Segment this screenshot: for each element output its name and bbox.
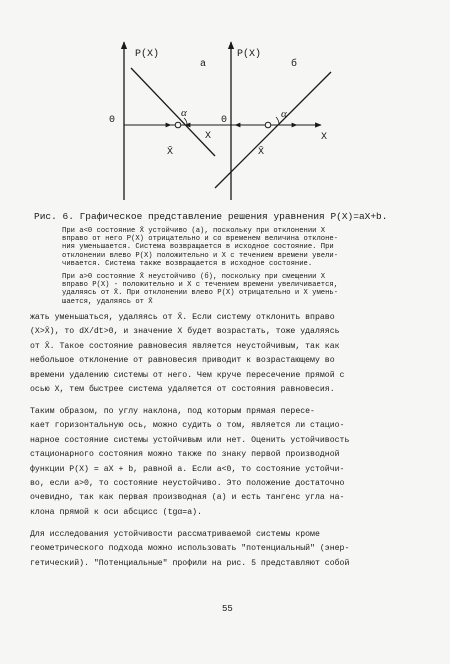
panel-b-line — [215, 72, 331, 188]
figure-stability-graphs — [95, 38, 355, 210]
panel-b-equilibrium-label: X̄ — [258, 147, 265, 158]
note-line: ния уменьшается. Система возвращается в исходное состояние. При — [62, 243, 334, 252]
note-line: При a<0 состояние X̄ устойчиво (a), поскольку при отклонении X — [62, 227, 326, 235]
note-unstable — [62, 273, 338, 306]
text-line: осью X, тем быстрее система удаляется от состояния равновесия. — [30, 385, 335, 395]
panel-a-origin: 0 — [109, 115, 116, 126]
panel-b — [207, 42, 331, 200]
note-line: При a>0 состояние X̄ неустойчиво (б), поскольку при смещении X — [62, 273, 326, 281]
panel-a-xlabel: X — [205, 131, 212, 142]
text-line: функции P(X) = aX + b, равной a. Если a<0, то состояние устойчи- — [30, 464, 345, 474]
panel-b-equilibrium-point — [265, 122, 271, 128]
note-line: чивается. Система также возвращается в исходное состояние. — [62, 259, 313, 268]
text-line: Таким образом, по углу наклона, под которым прямая пересе- — [30, 407, 315, 416]
panel-b-origin: 0 — [221, 115, 228, 126]
panel-a-ylabel: P(X) — [135, 49, 160, 60]
text-line: кает горизонтальную ось, можно судить о том, является ли стацио- — [30, 421, 345, 431]
panel-b-ylabel: P(X) — [237, 49, 262, 60]
panel-b-angle-label: α — [281, 108, 287, 120]
page-number: 55 — [222, 604, 233, 614]
paragraph-3 — [30, 528, 430, 571]
panel-a-line — [131, 68, 215, 156]
panel-b-letter: б — [291, 59, 298, 70]
text-line: небольшое отклонение от равновесия приводит к возрастающему во — [30, 356, 335, 366]
panel-a — [109, 42, 215, 200]
note-stable — [62, 227, 338, 268]
note-line: вправо P(X) - положительно и X с течением времени увеличивается, — [62, 281, 339, 290]
text-line: времени удалению системы от него. Чем круче пересечение прямой с — [30, 370, 345, 380]
panel-a-angle-label: α — [181, 107, 187, 119]
paragraph-1 — [30, 311, 430, 397]
text-line: клона прямой к оси абсцисс (tgα=a). — [30, 507, 202, 517]
text-line: от X̄. Такое состояние равновесия является неустойчивым, так как — [30, 341, 340, 351]
panel-a-equilibrium-label: X̄ — [167, 147, 174, 158]
figure-caption: Рис. 6. Графическое представление решения уравнения P(X)=aX+b. — [34, 211, 388, 222]
note-line: шается, удаляясь от X̄ — [62, 297, 153, 306]
panel-a-letter: а — [200, 59, 207, 70]
text-line: стационарного состояния можно также по знаку первой производной — [30, 450, 340, 460]
note-line: отклонении влево P(X) положительно и X с течением времени увели- — [62, 251, 339, 260]
text-line: во, если a>0, то состояние неустойчиво. Это положение достаточно — [30, 479, 345, 489]
text-line: (X>X̄), то dX/dt>0, и значение X будет возрастать, тоже удаляясь — [30, 327, 340, 337]
panel-a-equilibrium-point — [175, 122, 181, 128]
note-line: вправо от него P(X) отрицательно и со временем величина отклоне- — [62, 235, 339, 244]
text-line: геометрического подхода можно использовать "потенциальный" (энер- — [30, 544, 350, 554]
paragraph-2 — [30, 405, 430, 520]
text-line: Для исследования устойчивости рассматриваемой системы кроме — [30, 530, 320, 539]
panel-b-xlabel: X — [321, 132, 328, 143]
text-line: гетический). "Потенциальные" профили на рис. 5 представляют собой — [30, 558, 350, 568]
text-line: жать уменьшаться, удаляясь от X̄. Если систему отклонить вправо — [30, 313, 335, 322]
text-line: нарное состояние системы устойчивым или нет. Оценить устойчивость — [30, 435, 350, 445]
text-line: очевидно, так как первая производная (a) и есть тангенс угла на- — [30, 493, 345, 503]
note-line: удаляясь от X̄. При отклонении влево P(X) отрицательно и X умень- — [62, 289, 339, 298]
